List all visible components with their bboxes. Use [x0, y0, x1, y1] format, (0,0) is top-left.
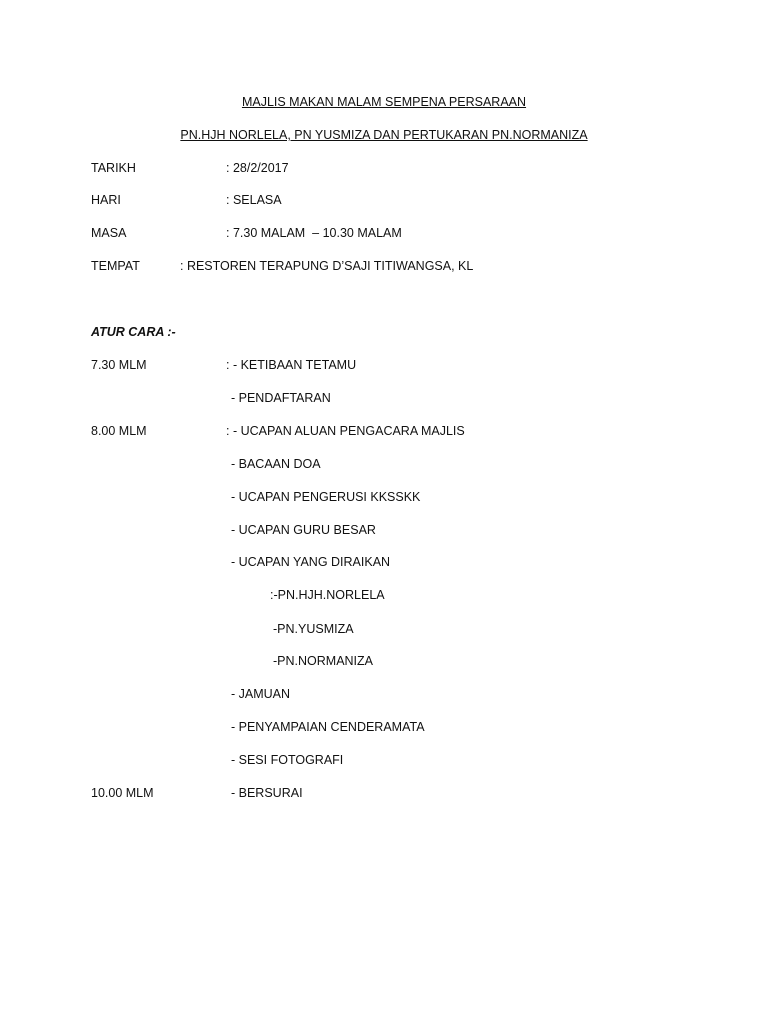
document-title: MAJLIS MAKAN MALAM SEMPENA PERSARAAN [241, 95, 527, 109]
tarikh-value: : 28/2/2017 [226, 161, 289, 175]
schedule-item: - PENYAMPAIAN CENDERAMATA [231, 720, 425, 734]
hari-label: HARI [91, 193, 121, 207]
schedule-time-1000: 10.00 MLM [91, 786, 154, 800]
tempat-label: TEMPAT [91, 259, 140, 273]
honoree-item: -PN.YUSMIZA [273, 622, 354, 636]
honoree-item: -PN.NORMANIZA [273, 654, 373, 668]
schedule-item: - UCAPAN PENGERUSI KKSSKK [231, 490, 421, 504]
schedule-item: : - KETIBAAN TETAMU [226, 358, 357, 372]
schedule-time-730: 7.30 MLM [91, 358, 147, 372]
tempat-value: : RESTOREN TERAPUNG D’SAJI TITIWANGSA, KL [180, 259, 474, 273]
schedule-item: - SESI FOTOGRAFI [231, 753, 344, 767]
atur-cara-heading: ATUR CARA :- [91, 325, 176, 339]
hari-value: : SELASA [226, 193, 282, 207]
schedule-item: - UCAPAN YANG DIRAIKAN [231, 555, 391, 569]
schedule-item: : - UCAPAN ALUAN PENGACARA MAJLIS [226, 424, 465, 438]
schedule-item: - PENDAFTARAN [231, 391, 331, 405]
masa-value: : 7.30 MALAM – 10.30 MALAM [226, 226, 402, 240]
document-subtitle: PN.HJH NORLELA, PN YUSMIZA DAN PERTUKARAN PN.NORMANIZA [180, 128, 588, 142]
schedule-time-800: 8.00 MLM [91, 424, 147, 438]
tarikh-label: TARIKH [91, 161, 136, 175]
schedule-item: - BACAAN DOA [231, 457, 321, 471]
masa-label: MASA [91, 226, 127, 240]
honoree-item: :-PN.HJH.NORLELA [270, 588, 385, 602]
schedule-item: - UCAPAN GURU BESAR [231, 523, 376, 537]
schedule-item: - JAMUAN [231, 687, 291, 701]
schedule-item: - BERSURAI [231, 786, 303, 800]
